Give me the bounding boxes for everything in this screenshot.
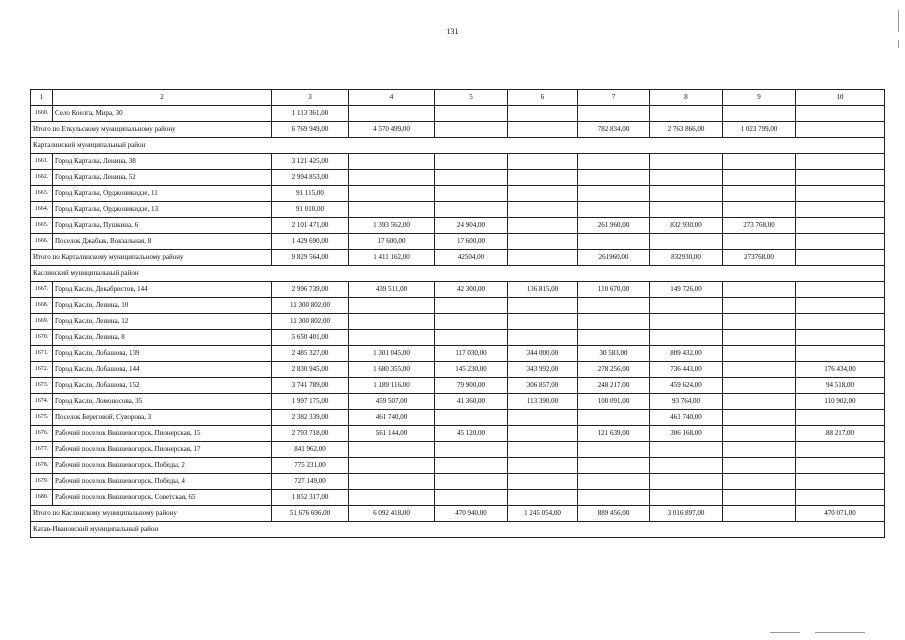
total-label: Итого по Карталинскому муниципальному району bbox=[31, 250, 272, 266]
address-cell: Село Коелга, Мира, 30 bbox=[53, 106, 272, 122]
column-number-6: 6 bbox=[508, 90, 578, 106]
address-cell: Поселок Береговой, Суворова, 3 bbox=[53, 410, 272, 426]
value-cell: 1 411 162,00 bbox=[349, 250, 435, 266]
value-cell: 9 829 564,00 bbox=[272, 250, 349, 266]
value-cell bbox=[723, 362, 796, 378]
table-row bbox=[31, 426, 885, 442]
section-row bbox=[31, 522, 885, 538]
value-cell: 11 300 802,00 bbox=[272, 298, 349, 314]
value-cell: 461 740,00 bbox=[650, 410, 723, 426]
value-cell: 273 768,00 bbox=[723, 218, 796, 234]
value-cell bbox=[796, 122, 885, 138]
address-cell: Город Карталы, Ленина, 38 bbox=[53, 154, 272, 170]
value-cell bbox=[796, 490, 885, 506]
value-cell bbox=[508, 410, 578, 426]
value-cell: 145 230,00 bbox=[435, 362, 508, 378]
value-cell bbox=[650, 106, 723, 122]
value-cell: 561 144,00 bbox=[349, 426, 435, 442]
value-cell: 832930,00 bbox=[650, 250, 723, 266]
total-row bbox=[31, 250, 885, 266]
row-number: 1679. bbox=[31, 474, 53, 490]
value-cell bbox=[723, 298, 796, 314]
value-cell: 2 793 718,00 bbox=[272, 426, 349, 442]
value-cell bbox=[796, 218, 885, 234]
row-number: 1662. bbox=[31, 170, 53, 186]
value-cell: 1 680 355,00 bbox=[349, 362, 435, 378]
value-cell: 2 830 945,00 bbox=[272, 362, 349, 378]
value-cell: 459 507,00 bbox=[349, 394, 435, 410]
value-cell bbox=[650, 490, 723, 506]
value-cell bbox=[578, 490, 650, 506]
section-title: Катав-Ивановский муниципальный район bbox=[31, 522, 885, 538]
address-cell: Рабочий поселок Вишневогорск, Победы, 2 bbox=[53, 458, 272, 474]
value-cell: 149 726,00 bbox=[650, 282, 723, 298]
row-number: 1665. bbox=[31, 218, 53, 234]
table-row bbox=[31, 170, 885, 186]
value-cell bbox=[435, 154, 508, 170]
value-cell bbox=[578, 474, 650, 490]
value-cell: 2 994 853,00 bbox=[272, 170, 349, 186]
value-cell: 306 168,00 bbox=[650, 426, 723, 442]
value-cell: 117 030,00 bbox=[435, 346, 508, 362]
address-cell: Рабочий поселок Вишневогорск, Победы, 4 bbox=[53, 474, 272, 490]
value-cell: 5 650 401,00 bbox=[272, 330, 349, 346]
value-cell bbox=[650, 330, 723, 346]
value-cell: 110 670,00 bbox=[578, 282, 650, 298]
value-cell: 841 962,00 bbox=[272, 442, 349, 458]
table-row bbox=[31, 490, 885, 506]
value-cell: 248 217,00 bbox=[578, 378, 650, 394]
value-cell bbox=[349, 106, 435, 122]
row-number: 1660. bbox=[31, 106, 53, 122]
address-cell: Город Карталы, Орджоникидзе, 11 bbox=[53, 186, 272, 202]
value-cell bbox=[349, 330, 435, 346]
address-cell: Город Касли, Лобашова, 152 bbox=[53, 378, 272, 394]
column-number-4: 4 bbox=[349, 90, 435, 106]
value-cell bbox=[508, 474, 578, 490]
row-number: 1677. bbox=[31, 442, 53, 458]
value-cell bbox=[796, 330, 885, 346]
scan-bottom-mark bbox=[815, 632, 865, 633]
value-cell: 6 092 418,00 bbox=[349, 506, 435, 522]
value-cell: 79 900,00 bbox=[435, 378, 508, 394]
table-row bbox=[31, 362, 885, 378]
value-cell bbox=[435, 122, 508, 138]
value-cell bbox=[796, 106, 885, 122]
value-cell: 1 997 175,00 bbox=[272, 394, 349, 410]
value-cell bbox=[349, 298, 435, 314]
value-cell: 17 600,00 bbox=[349, 234, 435, 250]
value-cell bbox=[723, 186, 796, 202]
column-number-7: 7 bbox=[578, 90, 650, 106]
value-cell bbox=[650, 186, 723, 202]
value-cell: 1 189 116,00 bbox=[349, 378, 435, 394]
value-cell bbox=[578, 186, 650, 202]
address-cell: Город Касли, Ленина, 10 bbox=[53, 298, 272, 314]
row-number: 1680. bbox=[31, 490, 53, 506]
value-cell bbox=[578, 202, 650, 218]
value-cell bbox=[796, 410, 885, 426]
value-cell: 94 518,00 bbox=[796, 378, 885, 394]
value-cell bbox=[349, 490, 435, 506]
table-row bbox=[31, 202, 885, 218]
value-cell: 4 570 499,00 bbox=[349, 122, 435, 138]
table-row bbox=[31, 378, 885, 394]
row-number: 1672. bbox=[31, 362, 53, 378]
value-cell bbox=[508, 154, 578, 170]
table-row bbox=[31, 186, 885, 202]
scan-edge-mark bbox=[898, 10, 899, 32]
value-cell: 3 741 789,00 bbox=[272, 378, 349, 394]
value-cell bbox=[578, 154, 650, 170]
value-cell: 42 300,00 bbox=[435, 282, 508, 298]
address-cell: Город Касли, Декабристов, 144 bbox=[53, 282, 272, 298]
table-row bbox=[31, 474, 885, 490]
row-number: 1671. bbox=[31, 346, 53, 362]
value-cell: 91 115,00 bbox=[272, 186, 349, 202]
row-number: 1674. bbox=[31, 394, 53, 410]
housing-repair-table bbox=[30, 89, 885, 538]
section-row bbox=[31, 138, 885, 154]
value-cell: 113 390,00 bbox=[508, 394, 578, 410]
value-cell bbox=[796, 314, 885, 330]
row-number: 1663. bbox=[31, 186, 53, 202]
value-cell bbox=[650, 170, 723, 186]
row-number: 1668. bbox=[31, 298, 53, 314]
value-cell bbox=[508, 250, 578, 266]
row-number: 1666. bbox=[31, 234, 53, 250]
value-cell bbox=[650, 234, 723, 250]
value-cell: 88 217,00 bbox=[796, 426, 885, 442]
value-cell bbox=[723, 154, 796, 170]
value-cell bbox=[349, 154, 435, 170]
address-cell: Город Касли, Лобашова, 144 bbox=[53, 362, 272, 378]
value-cell bbox=[723, 170, 796, 186]
header-row bbox=[31, 90, 885, 106]
value-cell bbox=[650, 202, 723, 218]
value-cell bbox=[723, 234, 796, 250]
column-number-10: 10 bbox=[796, 90, 885, 106]
value-cell bbox=[723, 442, 796, 458]
value-cell bbox=[796, 186, 885, 202]
value-cell: 459 624,00 bbox=[650, 378, 723, 394]
value-cell: 2 996 739,00 bbox=[272, 282, 349, 298]
table-row bbox=[31, 442, 885, 458]
row-number: 1664. bbox=[31, 202, 53, 218]
value-cell: 41 360,00 bbox=[435, 394, 508, 410]
table-row bbox=[31, 298, 885, 314]
value-cell: 461 740,00 bbox=[349, 410, 435, 426]
row-number: 1678. bbox=[31, 458, 53, 474]
value-cell bbox=[435, 330, 508, 346]
value-cell bbox=[349, 458, 435, 474]
value-cell bbox=[435, 474, 508, 490]
value-cell: 727 149,00 bbox=[272, 474, 349, 490]
value-cell bbox=[650, 314, 723, 330]
value-cell: 273768,00 bbox=[723, 250, 796, 266]
value-cell: 261960,00 bbox=[578, 250, 650, 266]
value-cell bbox=[796, 346, 885, 362]
section-title: Каслинский муниципальный район bbox=[31, 266, 885, 282]
row-number: 1670. bbox=[31, 330, 53, 346]
value-cell: 42504,00 bbox=[435, 250, 508, 266]
row-number: 1667. bbox=[31, 282, 53, 298]
value-cell bbox=[796, 474, 885, 490]
value-cell: 306 857,00 bbox=[508, 378, 578, 394]
value-cell bbox=[349, 202, 435, 218]
value-cell bbox=[435, 186, 508, 202]
value-cell bbox=[723, 474, 796, 490]
value-cell: 11 300 802,00 bbox=[272, 314, 349, 330]
column-number-9: 9 bbox=[723, 90, 796, 106]
value-cell bbox=[435, 202, 508, 218]
value-cell bbox=[349, 170, 435, 186]
scan-bottom-mark bbox=[770, 632, 800, 633]
value-cell bbox=[435, 442, 508, 458]
value-cell: 136 815,00 bbox=[508, 282, 578, 298]
value-cell bbox=[508, 442, 578, 458]
value-cell bbox=[650, 442, 723, 458]
value-cell: 1 393 562,00 bbox=[349, 218, 435, 234]
value-cell bbox=[796, 154, 885, 170]
value-cell bbox=[349, 474, 435, 490]
value-cell bbox=[578, 314, 650, 330]
total-row bbox=[31, 506, 885, 522]
value-cell bbox=[578, 458, 650, 474]
table-row bbox=[31, 458, 885, 474]
value-cell: 91 010,00 bbox=[272, 202, 349, 218]
value-cell: 1 429 690,00 bbox=[272, 234, 349, 250]
value-cell: 17 600,00 bbox=[435, 234, 508, 250]
value-cell bbox=[723, 458, 796, 474]
value-cell bbox=[723, 490, 796, 506]
value-cell: 45 120,00 bbox=[435, 426, 508, 442]
column-number-1: 1 bbox=[31, 90, 53, 106]
table-row bbox=[31, 410, 885, 426]
total-label: Итого по Еткульскому муниципальному району bbox=[31, 122, 272, 138]
table-row bbox=[31, 314, 885, 330]
address-cell: Рабочий поселок Вишневогорск, Пионерская, 15 bbox=[53, 426, 272, 442]
value-cell: 261 960,00 bbox=[578, 218, 650, 234]
value-cell bbox=[650, 474, 723, 490]
value-cell bbox=[796, 250, 885, 266]
value-cell bbox=[796, 234, 885, 250]
value-cell: 809 432,00 bbox=[650, 346, 723, 362]
page-number: 131 bbox=[446, 27, 459, 36]
value-cell bbox=[435, 170, 508, 186]
value-cell: 93 764,00 bbox=[650, 394, 723, 410]
value-cell: 736 443,00 bbox=[650, 362, 723, 378]
value-cell bbox=[508, 314, 578, 330]
value-cell: 3 016 897,00 bbox=[650, 506, 723, 522]
value-cell bbox=[796, 170, 885, 186]
value-cell bbox=[435, 314, 508, 330]
value-cell bbox=[578, 106, 650, 122]
value-cell: 51 676 696,00 bbox=[272, 506, 349, 522]
value-cell: 343 992,00 bbox=[508, 362, 578, 378]
value-cell: 2 763 866,00 bbox=[650, 122, 723, 138]
value-cell bbox=[349, 186, 435, 202]
value-cell bbox=[435, 490, 508, 506]
value-cell: 2 485 327,00 bbox=[272, 346, 349, 362]
value-cell bbox=[578, 442, 650, 458]
address-cell: Город Карталы, Ленина, 52 bbox=[53, 170, 272, 186]
value-cell bbox=[650, 154, 723, 170]
address-cell: Город Карталы, Пушкина, 6 bbox=[53, 218, 272, 234]
row-number: 1676. bbox=[31, 426, 53, 442]
value-cell: 1 245 054,00 bbox=[508, 506, 578, 522]
value-cell bbox=[508, 426, 578, 442]
value-cell: 1 113 361,00 bbox=[272, 106, 349, 122]
row-number: 1669. bbox=[31, 314, 53, 330]
value-cell bbox=[723, 410, 796, 426]
section-row bbox=[31, 266, 885, 282]
value-cell: 24 904,00 bbox=[435, 218, 508, 234]
value-cell: 470 940,00 bbox=[435, 506, 508, 522]
value-cell bbox=[508, 458, 578, 474]
value-cell: 1 301 045,00 bbox=[349, 346, 435, 362]
value-cell bbox=[578, 298, 650, 314]
table-row bbox=[31, 234, 885, 250]
column-number-8: 8 bbox=[650, 90, 723, 106]
value-cell bbox=[508, 186, 578, 202]
value-cell: 1 852 317,00 bbox=[272, 490, 349, 506]
value-cell bbox=[578, 330, 650, 346]
value-cell bbox=[723, 330, 796, 346]
address-cell: Город Касли, Ломоносова, 35 bbox=[53, 394, 272, 410]
value-cell bbox=[508, 234, 578, 250]
value-cell: 3 121 425,00 bbox=[272, 154, 349, 170]
row-number: 1673. bbox=[31, 378, 53, 394]
value-cell: 110 902,00 bbox=[796, 394, 885, 410]
value-cell: 30 583,00 bbox=[578, 346, 650, 362]
value-cell bbox=[796, 442, 885, 458]
value-cell bbox=[723, 346, 796, 362]
value-cell bbox=[435, 106, 508, 122]
column-number-2: 2 bbox=[53, 90, 272, 106]
table-row bbox=[31, 282, 885, 298]
value-cell bbox=[723, 314, 796, 330]
total-row bbox=[31, 122, 885, 138]
value-cell bbox=[723, 282, 796, 298]
value-cell: 121 639,00 bbox=[578, 426, 650, 442]
value-cell: 439 511,00 bbox=[349, 282, 435, 298]
value-cell bbox=[796, 458, 885, 474]
address-cell: Город Касли, Лобашова, 139 bbox=[53, 346, 272, 362]
table-row bbox=[31, 330, 885, 346]
value-cell bbox=[723, 106, 796, 122]
value-cell bbox=[508, 122, 578, 138]
value-cell bbox=[435, 298, 508, 314]
value-cell bbox=[796, 282, 885, 298]
value-cell: 775 231,00 bbox=[272, 458, 349, 474]
value-cell: 6 769 949,00 bbox=[272, 122, 349, 138]
section-title: Карталинский муниципальный район bbox=[31, 138, 885, 154]
value-cell: 176 434,00 bbox=[796, 362, 885, 378]
value-cell bbox=[723, 426, 796, 442]
row-number: 1675. bbox=[31, 410, 53, 426]
value-cell: 278 256,00 bbox=[578, 362, 650, 378]
scan-edge-mark bbox=[898, 40, 899, 48]
value-cell bbox=[650, 458, 723, 474]
value-cell bbox=[508, 106, 578, 122]
value-cell bbox=[578, 410, 650, 426]
value-cell bbox=[723, 506, 796, 522]
address-cell: Поселок Джабык, Вокзальная, 8 bbox=[53, 234, 272, 250]
value-cell bbox=[723, 378, 796, 394]
address-cell: Город Касли, Ленина, 8 bbox=[53, 330, 272, 346]
value-cell bbox=[723, 202, 796, 218]
value-cell: 889 456,00 bbox=[578, 506, 650, 522]
value-cell: 2 101 471,00 bbox=[272, 218, 349, 234]
value-cell bbox=[650, 298, 723, 314]
address-cell: Рабочий поселок Вишневогорск, Советская, 65 bbox=[53, 490, 272, 506]
value-cell: 470 071,00 bbox=[796, 506, 885, 522]
value-cell: 2 382 339,00 bbox=[272, 410, 349, 426]
address-cell: Рабочий поселок Вишневогорск, Пионерская, 17 bbox=[53, 442, 272, 458]
row-number: 1661. bbox=[31, 154, 53, 170]
value-cell bbox=[508, 170, 578, 186]
value-cell bbox=[435, 410, 508, 426]
column-number-3: 3 bbox=[272, 90, 349, 106]
value-cell bbox=[796, 298, 885, 314]
value-cell bbox=[508, 218, 578, 234]
table-row bbox=[31, 218, 885, 234]
value-cell bbox=[349, 442, 435, 458]
value-cell: 832 930,00 bbox=[650, 218, 723, 234]
value-cell: 344 000,00 bbox=[508, 346, 578, 362]
value-cell bbox=[723, 394, 796, 410]
total-label: Итого по Каслинскому муниципальному району bbox=[31, 506, 272, 522]
address-cell: Город Карталы, Орджоникидзе, 13 bbox=[53, 202, 272, 218]
value-cell: 100 091,00 bbox=[578, 394, 650, 410]
table-row bbox=[31, 106, 885, 122]
address-cell: Город Касли, Ленина, 12 bbox=[53, 314, 272, 330]
value-cell bbox=[508, 490, 578, 506]
value-cell bbox=[508, 330, 578, 346]
value-cell bbox=[508, 202, 578, 218]
value-cell bbox=[508, 298, 578, 314]
column-number-5: 5 bbox=[435, 90, 508, 106]
table-row bbox=[31, 346, 885, 362]
value-cell: 782 834,00 bbox=[578, 122, 650, 138]
table-row bbox=[31, 394, 885, 410]
table-row bbox=[31, 154, 885, 170]
value-cell bbox=[435, 458, 508, 474]
value-cell bbox=[578, 170, 650, 186]
value-cell: 1 023 799,00 bbox=[723, 122, 796, 138]
value-cell bbox=[349, 314, 435, 330]
value-cell bbox=[796, 202, 885, 218]
value-cell bbox=[578, 234, 650, 250]
